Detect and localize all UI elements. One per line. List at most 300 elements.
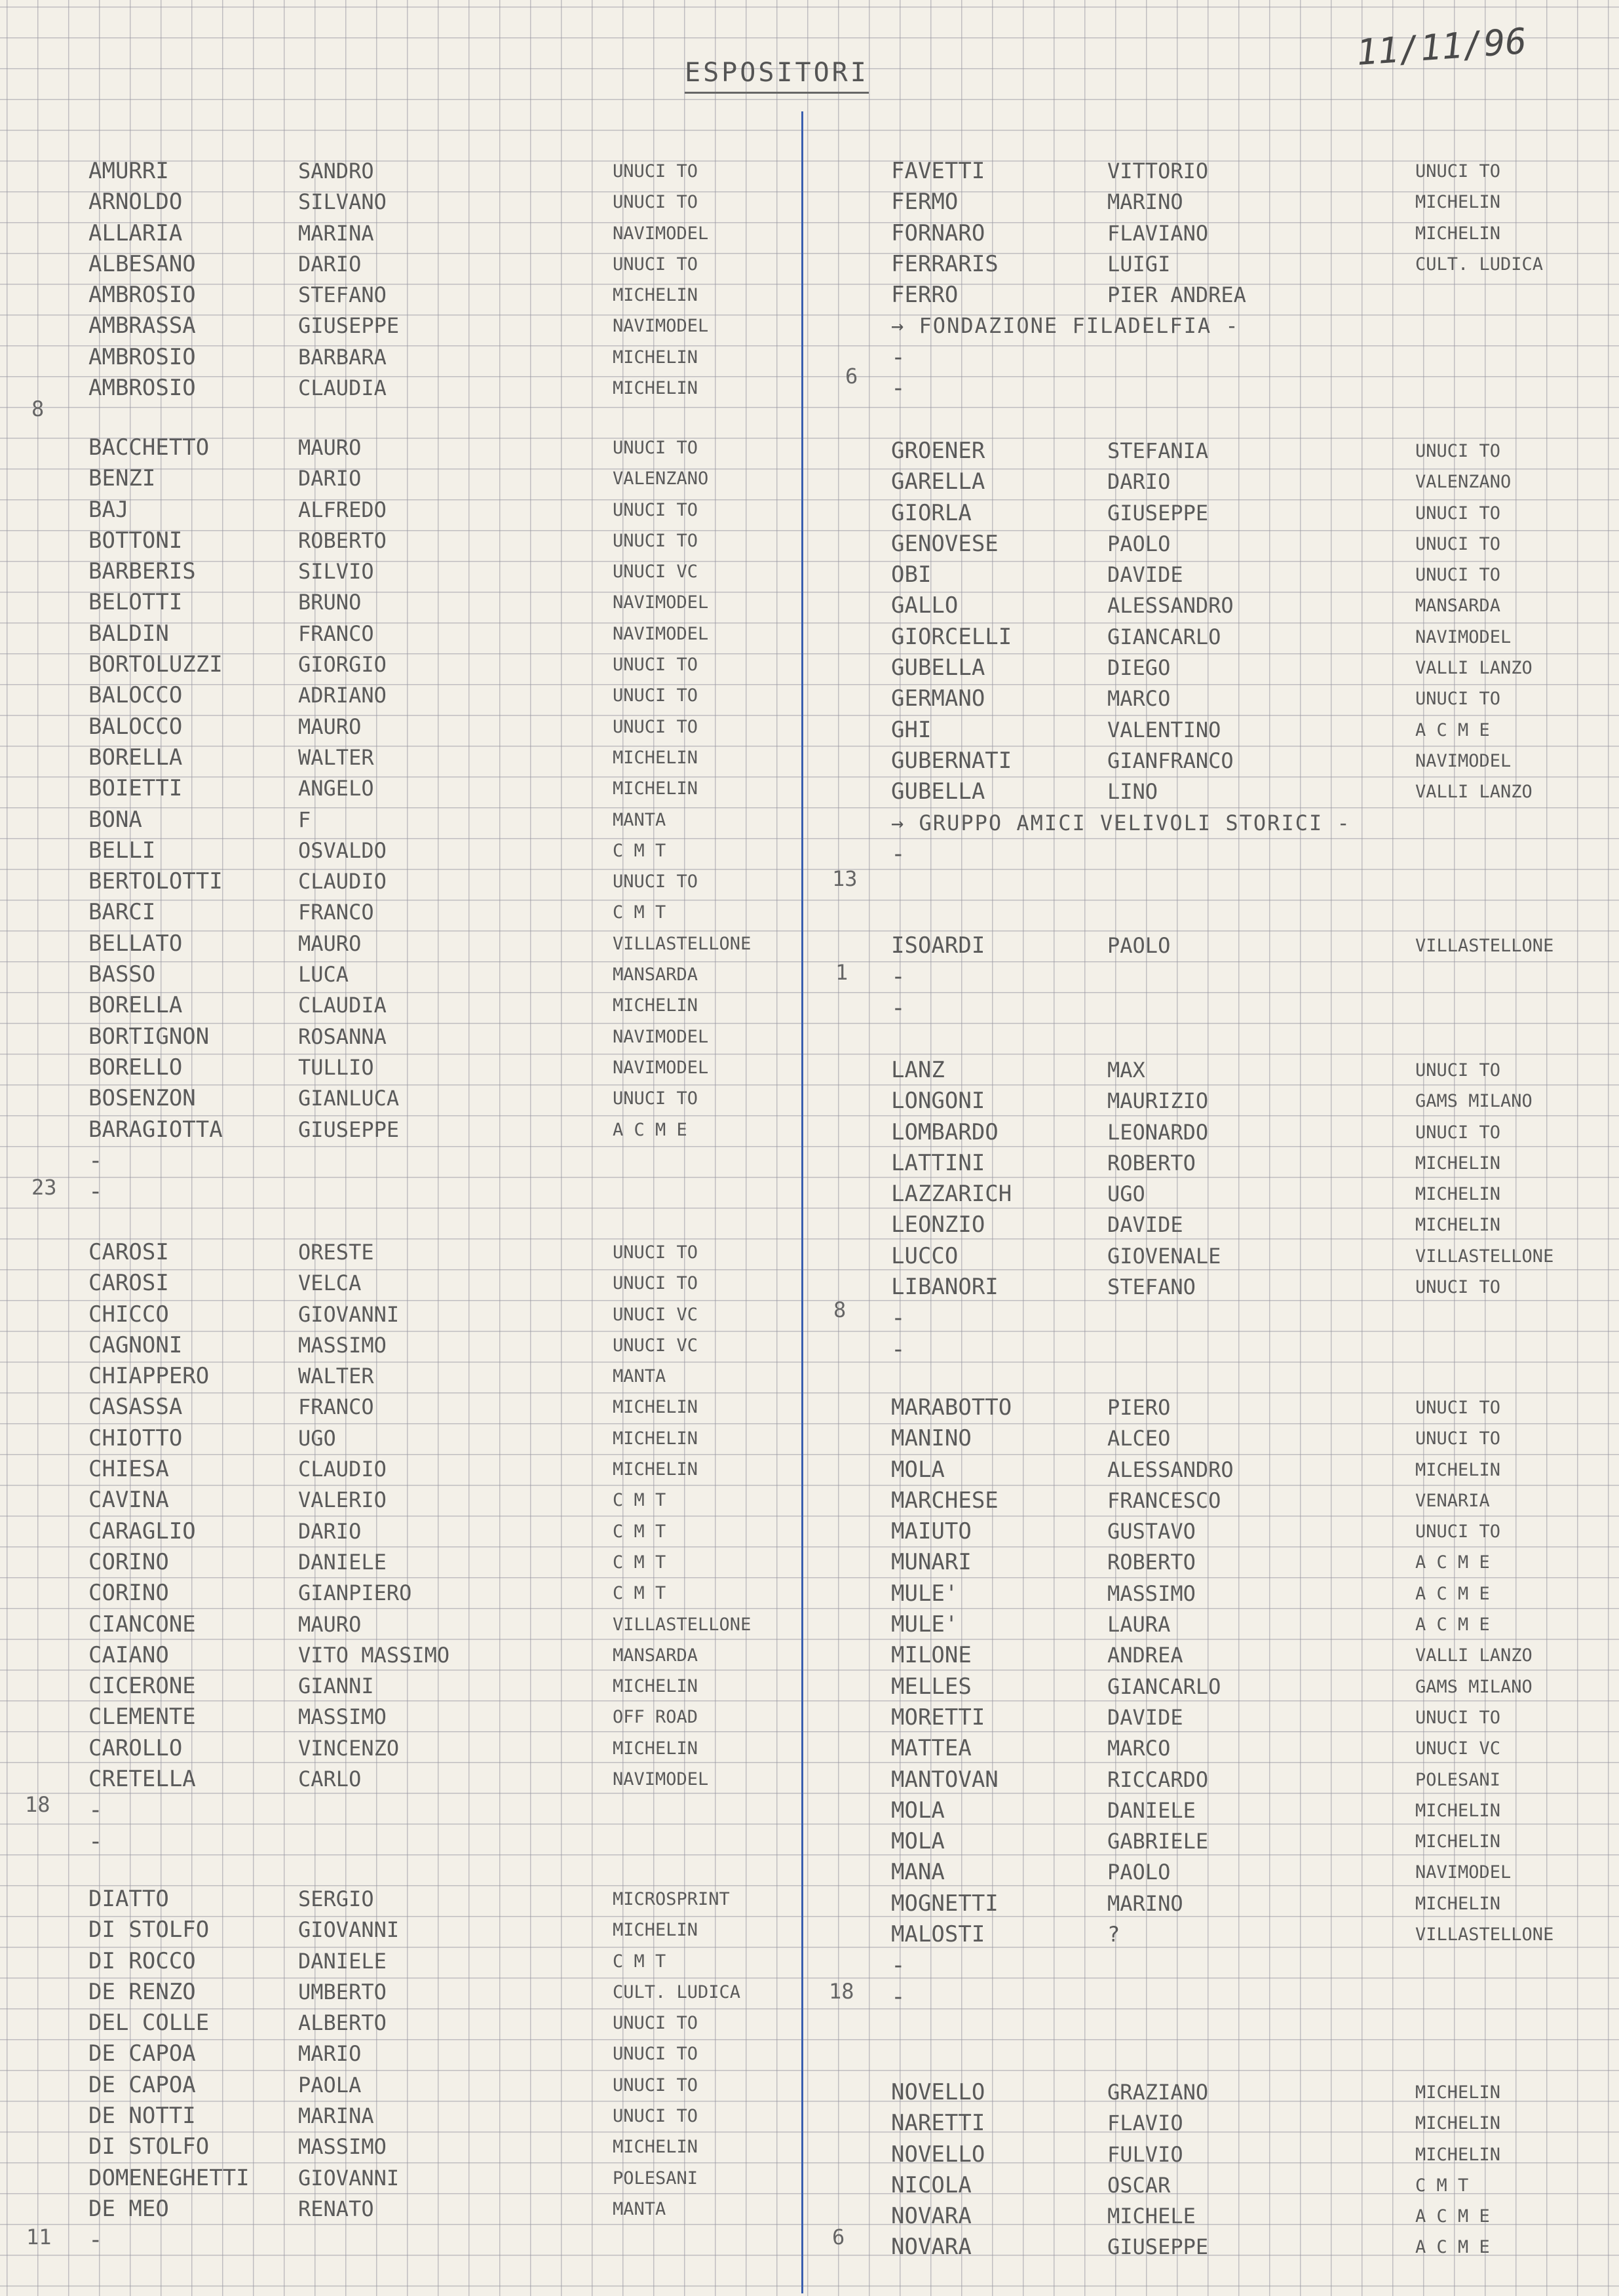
list-item [806, 2077, 1619, 2108]
left-group [0, 156, 801, 404]
entry-club: VILLASTELLONE [1415, 1246, 1554, 1267]
entry-name: DANIELE [298, 1549, 387, 1575]
entry-name: ROBERTO [1107, 1550, 1196, 1575]
entry-name: OSCAR [1107, 2172, 1171, 2198]
entry-surname: FERRARIS [891, 250, 999, 277]
entry-name: PAOLA [298, 2072, 362, 2097]
entry-club: MANSARDA [613, 965, 698, 985]
entry-name: MAURIZIO [1107, 1088, 1209, 1114]
entry-name: F [298, 807, 311, 832]
entry-club: UNUCI TO [613, 192, 698, 213]
right-group [806, 1392, 1619, 2012]
entry-club: GAMS MILANO [1415, 1676, 1533, 1697]
list-item [806, 1795, 1619, 1826]
entry-surname: DE CAPOA [88, 2040, 196, 2067]
entry-name: ROBERTO [298, 527, 387, 553]
entry-surname: LATTINI [891, 1149, 985, 1176]
right-group [806, 156, 1619, 404]
entry-name: MICHELE [1107, 2204, 1196, 2229]
list-item [806, 870, 1619, 900]
entry-name: DARIO [298, 466, 362, 491]
entry-club: CULT. LUDICA [1415, 254, 1544, 275]
entry-name: PIER ANDREA [1107, 282, 1246, 308]
list-item [0, 1884, 801, 1915]
entry-surname: BELOTTI [88, 589, 183, 616]
entry-club: UNUCI TO [613, 1242, 698, 1263]
list-item [0, 1702, 801, 1732]
entry-name: MARINO [1107, 1890, 1183, 1916]
entry-name: FULVIO [1107, 2141, 1183, 2167]
entry-club: VALENZANO [613, 469, 709, 489]
list-item [806, 1888, 1619, 1919]
entry-surname: DEL COLLE [88, 2010, 210, 2037]
list-item [0, 928, 801, 959]
entry-name: MAURO [298, 714, 362, 739]
list-item [0, 805, 801, 835]
list-item [0, 1454, 801, 1485]
list-item [0, 619, 801, 649]
entry-club: NAVIMODEL [613, 223, 709, 244]
entry-club: VALENZANO [1415, 472, 1512, 493]
entry-club: A C M E [1415, 1615, 1490, 1636]
list-item [0, 897, 801, 928]
entry-name: DAVIDE [1107, 1212, 1183, 1238]
list-item [0, 1609, 801, 1640]
group-count: 1 [835, 960, 848, 985]
entry-surname: DE NOTTI [88, 2103, 196, 2130]
entry-club: UNUCI TO [613, 2075, 698, 2095]
entry-surname: CIANCONE [88, 1611, 196, 1637]
group-count: 18 [829, 1979, 854, 2004]
entry-club: UNUCI VC [613, 1304, 698, 1325]
entry-surname: FORNARO [891, 220, 985, 246]
entry-surname: ARNOLDO [88, 189, 183, 216]
entry-name: ALESSANDRO [1107, 593, 1234, 619]
list-item [0, 1083, 801, 1114]
list-item [806, 1640, 1619, 1671]
entry-surname: CAIANO [88, 1641, 169, 1668]
entry-surname: BARAGIOTTA [88, 1116, 223, 1143]
entry-name: ORESTE [298, 1240, 374, 1265]
entry-surname: BALDIN [88, 620, 169, 647]
list-item [0, 773, 801, 804]
entry-note: → FONDAZIONE FILADELFIA - [891, 313, 1240, 339]
entry-name: ALBERTO [298, 2010, 387, 2036]
entry-name: OSVALDO [298, 837, 387, 863]
entry-surname: DE MEO [88, 2195, 169, 2222]
entry-name: GIANCARLO [1107, 1674, 1221, 1699]
group-count: 11 [26, 2225, 52, 2249]
entry-surname: NARETTI [891, 2110, 985, 2137]
list-item [806, 2170, 1619, 2201]
entry-placeholder: - [891, 840, 905, 868]
entry-club: UNUCI TO [1415, 1521, 1501, 1542]
entry-name: UGO [298, 1425, 336, 1451]
list-item [806, 2232, 1619, 2263]
entry-club: UNUCI VC [613, 1335, 698, 1356]
entry-surname: BELLATO [88, 930, 183, 957]
entry-name: MAURO [298, 1611, 362, 1637]
entry-name: GIANPIERO [298, 1580, 412, 1606]
entry-club: MICHELIN [1415, 2113, 1501, 2134]
entry-surname: LEONZIO [891, 1212, 985, 1238]
entry-surname: DE CAPOA [88, 2071, 196, 2098]
entry-club: UNUCI TO [613, 438, 698, 458]
entry-surname: BAJ [88, 496, 129, 523]
entry-name: DAVIDE [1107, 562, 1183, 588]
entry-club: UNUCI TO [1415, 1277, 1501, 1298]
entry-surname: LANZ [891, 1057, 945, 1083]
list-item [806, 1455, 1619, 1485]
entry-name: LUCA [298, 962, 349, 987]
entry-surname: GHI [891, 716, 932, 743]
list-item [0, 156, 801, 187]
right-group [806, 2077, 1619, 2263]
list-item [806, 715, 1619, 746]
entry-placeholder: - [891, 1305, 905, 1332]
list-item [806, 560, 1619, 590]
entry-surname: BALOCCO [88, 713, 183, 740]
entry-surname: BERTOLOTTI [88, 868, 223, 895]
entry-surname: MARABOTTO [891, 1394, 1012, 1421]
list-item [806, 1117, 1619, 1148]
entry-club: CULT. LUDICA [613, 1981, 741, 2002]
list-item [806, 1702, 1619, 1733]
entry-surname: DI STOLFO [88, 2133, 210, 2160]
entry-name: FRANCO [298, 1394, 374, 1420]
entry-surname: MANTOVAN [891, 1766, 999, 1793]
entry-name: STEFANO [298, 282, 387, 308]
entry-club: GAMS MILANO [1415, 1091, 1533, 1112]
entry-name: CLAUDIA [298, 375, 387, 401]
list-item [806, 776, 1619, 807]
entry-club: UNUCI TO [613, 2106, 698, 2127]
left-group [0, 1237, 801, 1857]
entry-name: GIUSEPPE [298, 1117, 400, 1142]
entry-club: UNUCI TO [613, 1088, 698, 1109]
entry-surname: MARCHESE [891, 1487, 999, 1514]
list-item [806, 1392, 1619, 1423]
list-item [806, 1241, 1619, 1272]
entry-club: MICHELIN [1415, 1831, 1501, 1852]
entry-club: UNUCI TO [1415, 1122, 1501, 1143]
entry-name: GIANCARLO [1107, 624, 1221, 649]
entry-surname: DE RENZO [88, 1978, 196, 2005]
list-item [806, 498, 1619, 529]
list-item [806, 1578, 1619, 1609]
list-item [806, 1423, 1619, 1454]
list-item [806, 218, 1619, 249]
entry-name: STEFANIA [1107, 438, 1209, 463]
entry-club: MANSARDA [613, 1645, 698, 1666]
entry-surname: CRETELLA [88, 1766, 196, 1793]
entry-surname: MUNARI [891, 1549, 972, 1576]
entry-placeholder: - [891, 994, 905, 1022]
entry-name: TULLIO [298, 1054, 374, 1080]
entry-name: DAVIDE [1107, 1704, 1183, 1730]
entry-club: MICHELIN [613, 995, 698, 1016]
list-item [0, 2038, 801, 2069]
list-item [0, 2008, 801, 2038]
entry-club: UNUCI TO [1415, 161, 1501, 182]
entry-name: SILVIO [298, 559, 374, 584]
entry-name: DARIO [298, 1518, 362, 1544]
entry-club: NAVIMODEL [613, 592, 709, 613]
entry-name: BARBARA [298, 344, 387, 370]
list-item [0, 526, 801, 556]
group-count: 18 [25, 1792, 50, 1817]
entry-name: GIUSEPPE [1107, 2234, 1209, 2260]
entry-club: VALLI LANZO [1415, 658, 1533, 679]
list-item [0, 2225, 801, 2255]
entry-surname: AMBROSIO [88, 282, 196, 309]
entry-surname: BORTOLUZZI [88, 651, 223, 678]
entry-name: MASSIMO [298, 1332, 387, 1358]
list-item [0, 1268, 801, 1299]
entry-name: FLAVIANO [1107, 220, 1209, 246]
entry-name: DIEGO [1107, 655, 1171, 681]
entry-surname: ISOARDI [891, 932, 985, 959]
group-count: 23 [31, 1175, 57, 1200]
entry-club: NAVIMODEL [613, 1769, 709, 1790]
list-item [806, 1857, 1619, 1888]
group-count: 6 [845, 364, 858, 389]
entry-surname: LIBANORI [891, 1274, 999, 1301]
entry-name: VALERIO [298, 1487, 387, 1513]
entry-name: GIOVANNI [298, 2165, 400, 2191]
entry-name: PAOLO [1107, 1860, 1171, 1885]
entry-name: GIORGIO [298, 652, 387, 678]
right-group [806, 1055, 1619, 1365]
entry-surname: BOSENZON [88, 1085, 196, 1112]
list-item [806, 1303, 1619, 1333]
list-item [0, 218, 801, 249]
entry-club: A C M E [1415, 2206, 1490, 2227]
entry-club: UNUCI TO [1415, 533, 1501, 554]
list-item [0, 1733, 801, 1764]
list-item [0, 1516, 801, 1547]
entry-name: MARINA [298, 2103, 374, 2129]
entry-club: C M T [613, 902, 666, 923]
entry-surname: BACCHETTO [88, 434, 210, 461]
entry-surname: BORELLA [88, 744, 183, 771]
entry-club: UNUCI TO [613, 530, 698, 551]
entry-name: SERGIO [298, 1886, 374, 1911]
entry-surname: BORELLO [88, 1054, 183, 1081]
entry-placeholder: - [891, 375, 905, 402]
list-item [806, 1148, 1619, 1179]
entry-name: STEFANO [1107, 1274, 1196, 1300]
entry-name: BRUNO [298, 590, 362, 615]
entry-surname: AMURRI [88, 158, 169, 184]
entry-placeholder: - [88, 1147, 103, 1174]
list-item [0, 1795, 801, 1826]
entry-club: UNUCI TO [1415, 1060, 1501, 1081]
right-group [806, 436, 1619, 900]
entry-name: DANIELE [1107, 1797, 1196, 1823]
entry-surname: CARAGLIO [88, 1518, 196, 1544]
entry-name: ANDREA [1107, 1643, 1183, 1668]
entry-surname: BELLI [88, 837, 156, 864]
list-item [806, 993, 1619, 1024]
entry-club: VILLASTELLONE [613, 1614, 752, 1635]
list-item [0, 432, 801, 463]
list-item [0, 1764, 801, 1795]
list-item [0, 1915, 801, 1945]
list-item [806, 1272, 1619, 1303]
entry-surname: CORINO [88, 1580, 169, 1607]
entry-name: RICCARDO [1107, 1767, 1209, 1792]
entry-name: VINCENZO [298, 1735, 400, 1761]
entry-club: UNUCI TO [613, 161, 698, 182]
entry-name: MASSIMO [298, 2134, 387, 2160]
list-item [806, 1485, 1619, 1516]
list-item [0, 1361, 801, 1392]
list-item [0, 187, 801, 218]
entry-surname: LAZZARICH [891, 1181, 1012, 1208]
list-item [806, 1826, 1619, 1857]
entry-name: MARIO [298, 2041, 362, 2067]
list-item [806, 746, 1619, 776]
list-item [806, 839, 1619, 870]
entry-surname: FAVETTI [891, 158, 985, 184]
entry-name: MARINO [1107, 189, 1183, 215]
group-count: 6 [832, 2225, 845, 2249]
entry-club: UNUCI TO [1415, 565, 1501, 586]
list-item [0, 1145, 801, 1176]
list-item [806, 1981, 1619, 2012]
list-item [806, 1672, 1619, 1702]
entry-surname: NOVARA [891, 2234, 972, 2261]
group-count: 8 [833, 1297, 847, 1322]
entry-surname: FERRO [891, 282, 959, 309]
entry-club: C M T [613, 1583, 666, 1604]
list-item [0, 2101, 801, 2132]
entry-surname: NICOLA [891, 2172, 972, 2198]
left-group [0, 432, 801, 1207]
entry-club: UNUCI TO [613, 716, 698, 737]
list-item [806, 2139, 1619, 2170]
entry-surname: LONGONI [891, 1088, 985, 1115]
list-item [806, 373, 1619, 404]
list-item [0, 1330, 801, 1361]
list-item [0, 835, 801, 866]
list-item [806, 653, 1619, 683]
entry-surname: FERMO [891, 189, 959, 216]
entry-club: MICHELIN [613, 778, 698, 799]
entry-club: UNUCI TO [613, 871, 698, 892]
list-item [0, 1022, 801, 1052]
entry-placeholder: - [88, 2227, 103, 2254]
entry-name: CARLO [298, 1767, 362, 1792]
page-title: ESPOSITORI [685, 58, 869, 94]
list-item [806, 808, 1619, 839]
list-item [806, 1733, 1619, 1764]
entry-club: VILLASTELLONE [613, 933, 752, 954]
entry-surname: AMBROSIO [88, 375, 196, 402]
entry-surname: CAROSI [88, 1239, 169, 1265]
entry-club: MICHELIN [613, 747, 698, 768]
entry-club: A C M E [1415, 2237, 1490, 2258]
entry-club: UNUCI VC [613, 562, 698, 583]
entry-club: MICHELIN [1415, 2144, 1501, 2165]
entry-club: UNUCI TO [1415, 1707, 1501, 1728]
list-item [0, 556, 801, 587]
list-item [0, 712, 801, 742]
entry-club: POLESANI [1415, 1769, 1501, 1790]
entry-name: GIANFRANCO [1107, 748, 1234, 773]
list-item [806, 590, 1619, 621]
entry-surname: MULE' [891, 1611, 959, 1638]
list-item [806, 1210, 1619, 1240]
entry-name: FLAVIO [1107, 2111, 1183, 2136]
entry-club: UNUCI TO [1415, 1428, 1501, 1449]
entry-name: ALESSANDRO [1107, 1457, 1234, 1482]
entry-club: MICHELIN [613, 378, 698, 399]
entry-club: VALLI LANZO [1415, 782, 1533, 803]
entry-surname: GARELLA [891, 469, 985, 495]
entry-name: DANIELE [298, 1948, 387, 1974]
entry-club: C M T [1415, 2175, 1469, 2196]
entry-club: MICROSPRINT [613, 1889, 730, 1909]
entry-name: ROBERTO [1107, 1150, 1196, 1176]
list-item [806, 529, 1619, 560]
entry-surname: GIORCELLI [891, 623, 1012, 650]
entry-name: PAOLO [1107, 531, 1171, 556]
entry-surname: MULE' [891, 1580, 959, 1607]
entry-placeholder: - [88, 1827, 103, 1855]
entry-club: UNUCI TO [613, 499, 698, 520]
entry-placeholder: - [891, 1952, 905, 1980]
entry-club: NAVIMODEL [1415, 750, 1512, 771]
entry-club: UNUCI TO [613, 254, 698, 275]
list-item [806, 1950, 1619, 1981]
entry-surname: GUBELLA [891, 655, 985, 681]
entry-surname: DIATTO [88, 1886, 169, 1912]
list-item [806, 1179, 1619, 1210]
entry-club: MICHELIN [613, 1397, 698, 1418]
list-item [0, 342, 801, 373]
list-item [0, 1176, 801, 1207]
entry-name: GIOVENALE [1107, 1243, 1221, 1269]
entry-surname: CHICCO [88, 1301, 169, 1328]
list-item [806, 280, 1619, 311]
entry-name: LEONARDO [1107, 1119, 1209, 1145]
entry-surname: MANINO [891, 1425, 972, 1452]
entry-surname: MOGNETTI [891, 1890, 999, 1917]
list-item [0, 1052, 801, 1083]
entry-club: UNUCI TO [613, 655, 698, 676]
entry-club: UNUCI TO [1415, 1398, 1501, 1418]
list-item [0, 649, 801, 680]
entry-surname: DOMENEGHETTI [88, 2164, 250, 2191]
entry-surname: NOVARA [891, 2203, 972, 2230]
entry-name: GRAZIANO [1107, 2080, 1209, 2105]
entry-club: MANTA [613, 1366, 666, 1387]
entry-placeholder: - [891, 1983, 905, 2010]
entry-surname: CAVINA [88, 1487, 169, 1514]
right-group [806, 930, 1619, 1024]
list-item [806, 1765, 1619, 1795]
entry-surname: CHIESA [88, 1456, 169, 1483]
entry-name: PAOLO [1107, 933, 1171, 958]
entry-name: ROSANNA [298, 1024, 387, 1049]
entry-placeholder: - [88, 1178, 103, 1206]
list-item [806, 342, 1619, 373]
entry-name: LINO [1107, 779, 1158, 805]
entry-placeholder: - [891, 963, 905, 991]
list-item [0, 1578, 801, 1609]
